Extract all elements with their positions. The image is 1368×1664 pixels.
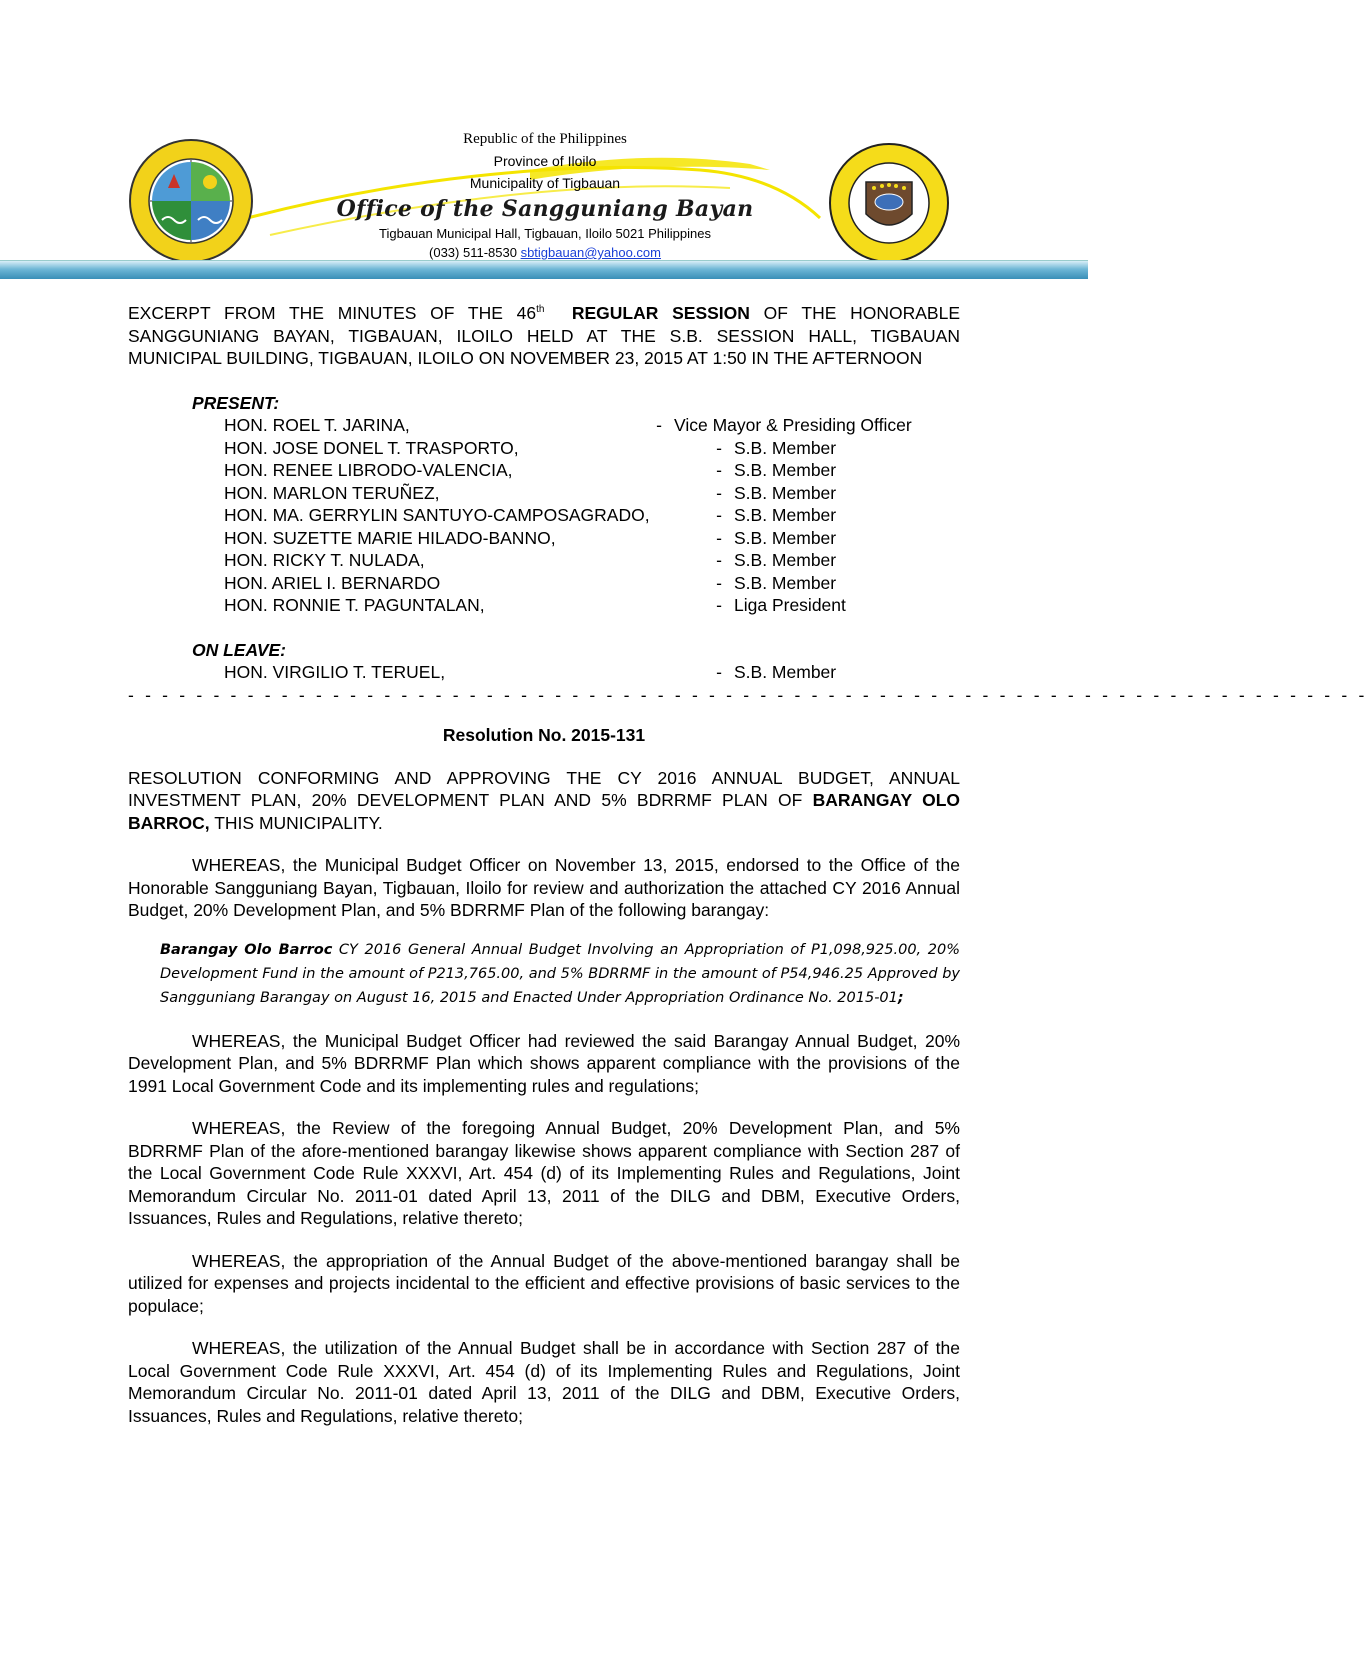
dashed-divider: - - - - - - - - - - - - - - - - - - - - - - - - - - - - - - - - - - - - - - - - - - - - - - - - - - - - - - - - - - - - - - - - - - - - - - - - - xyxy=(128,684,1368,705)
present-member xyxy=(128,527,960,550)
on-leave-list xyxy=(128,661,960,684)
quote-barangay: Barangay Olo Barroc xyxy=(160,941,333,958)
member-role: S.B. Member xyxy=(734,460,837,480)
whereas-paragraph-3: WHEREAS, the Review of the foregoing Annual Budget, 20% Development Plan, and 5% BDRRMF Plan of the afore-mentioned barangay likewise shows apparent compliance with Section 287 of the Local Government Code Rule XXXVI, Art. 454 (d) of its Implementing Rules and Regulations, Joint Memorandum Circular No. 2011-01 dated April 13, 2011 of the DILG and DBM, Executive Orders, Issuances, Rules and Regulations, relative thereto; xyxy=(128,1118,960,1228)
office-email-link[interactable]: sbtigbauan@yahoo.com xyxy=(520,245,661,260)
present-member xyxy=(128,572,960,595)
resolution-title xyxy=(128,767,960,835)
member-role: S.B. Member xyxy=(734,527,837,548)
present-list xyxy=(128,414,960,617)
header-bar xyxy=(0,260,1088,279)
office-address: Tigbauan Municipal Hall, Tigbauan, Iloilo 5021 Philippines xyxy=(379,226,711,241)
member-role: S.B. Member xyxy=(734,662,837,682)
member-dash: - xyxy=(716,527,722,548)
present-member xyxy=(128,482,960,505)
whereas-paragraph-5: WHEREAS, the utilization of the Annual Budget shall be in accordance with Section 287 of the Local Government Code Rule XXXVI, Art. 454 (d) of its Implementing Rules and Regulations, Joint Memorandum Circular No. 2011-01 dated April 13, 2011 of the DILG and DBM, Executive Orders, Issuances, Rules and Regulations, relative thereto; xyxy=(128,1338,960,1426)
resolution-number: Resolution No. 2015-131 xyxy=(442,725,646,745)
member-role: S.B. Member xyxy=(734,505,837,525)
member-dash: - xyxy=(716,572,722,593)
province-line: Province of Iloilo xyxy=(493,153,597,169)
present-member xyxy=(128,437,960,460)
office-title: Office of the Sangguniang Bayan xyxy=(336,196,754,222)
republic-line: Republic of the Philippines xyxy=(463,131,627,147)
member-role: S.B. Member xyxy=(734,550,837,570)
resolution-title-part1: RESOLUTION CONFORMING AND APPROVING THE CY 2016 ANNUAL BUDGET, ANNUAL INVESTMENT PLAN, 20% DEVELOPMENT PLAN AND 5% BDRRMF PLAN OF xyxy=(128,767,960,810)
present-member xyxy=(128,549,960,572)
present-member xyxy=(128,504,960,527)
whereas-paragraph-2: WHEREAS, the Municipal Budget Officer had reviewed the said Barangay Annual Budget, 20% Development Plan, and 5% BDRRMF Plan which shows apparent compliance with the provisions of the 1991 Local Government Code and its implementing rules and regulations; xyxy=(128,1030,960,1096)
member-dash: - xyxy=(716,482,722,503)
resolution-title-part2: THIS MUNICIPALITY. xyxy=(214,812,383,833)
present-member xyxy=(128,414,960,437)
member-role: S.B. Member xyxy=(734,572,837,593)
letterhead-text xyxy=(290,128,800,262)
excerpt-ordinal: th xyxy=(536,304,545,316)
letterhead xyxy=(0,120,1088,280)
member-dash: - xyxy=(716,550,722,570)
present-label: PRESENT: xyxy=(192,392,280,413)
on-leave-member xyxy=(128,661,960,684)
member-role: S.B. Member xyxy=(734,482,837,503)
member-role: Liga President xyxy=(734,595,846,615)
member-name: HON. JOSE DONEL T. TRASPORTO, xyxy=(224,437,519,458)
sangguniang-bayan-seal-icon xyxy=(828,142,950,264)
excerpt-session: REGULAR SESSION xyxy=(571,303,750,323)
member-dash: - xyxy=(716,595,722,615)
document-body xyxy=(128,302,1368,1427)
member-dash: - xyxy=(716,460,722,480)
excerpt-part2: OF THE HONORABLE SANGGUNIANG BAYAN, TIGBAUAN, ILOILO HELD AT THE S.B. SESSION HALL, TIGBAUAN MUNICIPAL BUILDING, TIGBAUAN, ILOILO ON NOVEMBER 23, 2015 AT 1:50 IN THE AFTERNOON xyxy=(128,303,960,368)
member-name: HON. ROEL T. JARINA, xyxy=(224,415,410,435)
member-name: HON. RICKY T. NULADA, xyxy=(224,550,425,570)
member-dash: - xyxy=(716,437,722,458)
municipality-line: Municipality of Tigbauan xyxy=(469,175,621,191)
present-member xyxy=(128,594,960,617)
member-role: Vice Mayor & Presiding Officer xyxy=(674,415,912,435)
budget-quote xyxy=(160,938,960,1010)
municipality-seal-icon xyxy=(128,138,254,264)
member-dash: - xyxy=(656,415,662,435)
member-dash: - xyxy=(716,505,722,525)
member-name: HON. RENEE LIBRODO-VALENCIA, xyxy=(224,460,513,480)
on-leave-label: ON LEAVE: xyxy=(192,639,286,660)
member-name: HON. MARLON TERUÑEZ, xyxy=(224,482,440,503)
excerpt-heading xyxy=(128,302,960,370)
member-name: HON. ARIEL I. BERNARDO xyxy=(224,572,441,593)
member-name: HON. RONNIE T. PAGUNTALAN, xyxy=(224,595,485,615)
quote-text: CY 2016 General Annual Budget Involving an Appropriation of P1,098,925.00, 20% Development Fund in the amount of P213,765.00, and 5% BDRRMF in the amount of P54,946.25 Approved by Sangguniang Barangay on August 16, 2015 and Enacted Under Appropriation Ordinance No. 2015-01 xyxy=(160,941,960,1006)
member-name: HON. VIRGILIO T. TERUEL, xyxy=(224,662,446,682)
resolution-title-barangay: BARANGAY OLO BARROC, xyxy=(128,790,961,833)
present-member xyxy=(128,459,960,482)
member-name: HON. MA. GERRYLIN SANTUYO-CAMPOSAGRADO, xyxy=(224,505,650,525)
excerpt-part1: EXCERPT FROM THE MINUTES OF THE 46 xyxy=(128,303,537,323)
member-name: HON. SUZETTE MARIE HILADO-BANNO, xyxy=(224,527,556,548)
member-role: S.B. Member xyxy=(734,437,837,458)
whereas-paragraph-1: WHEREAS, the Municipal Budget Officer on November 13, 2015, endorsed to the Office of the Honorable Sangguniang Bayan, Tigbauan, Iloilo for review and authorization the attached CY 2016 Annual Budget, 20% Development Plan, and 5% BDRRMF Plan of the following barangay: xyxy=(128,855,960,920)
whereas-paragraph-4: WHEREAS, the appropriation of the Annual Budget of the above-mentioned barangay shall be utilized for expenses and projects incidental to the efficient and effective provisions of basic services to the populace; xyxy=(128,1250,960,1316)
office-phone: (033) 511-8530 xyxy=(429,245,517,260)
quote-end: ; xyxy=(897,989,904,1006)
member-dash: - xyxy=(716,662,722,682)
